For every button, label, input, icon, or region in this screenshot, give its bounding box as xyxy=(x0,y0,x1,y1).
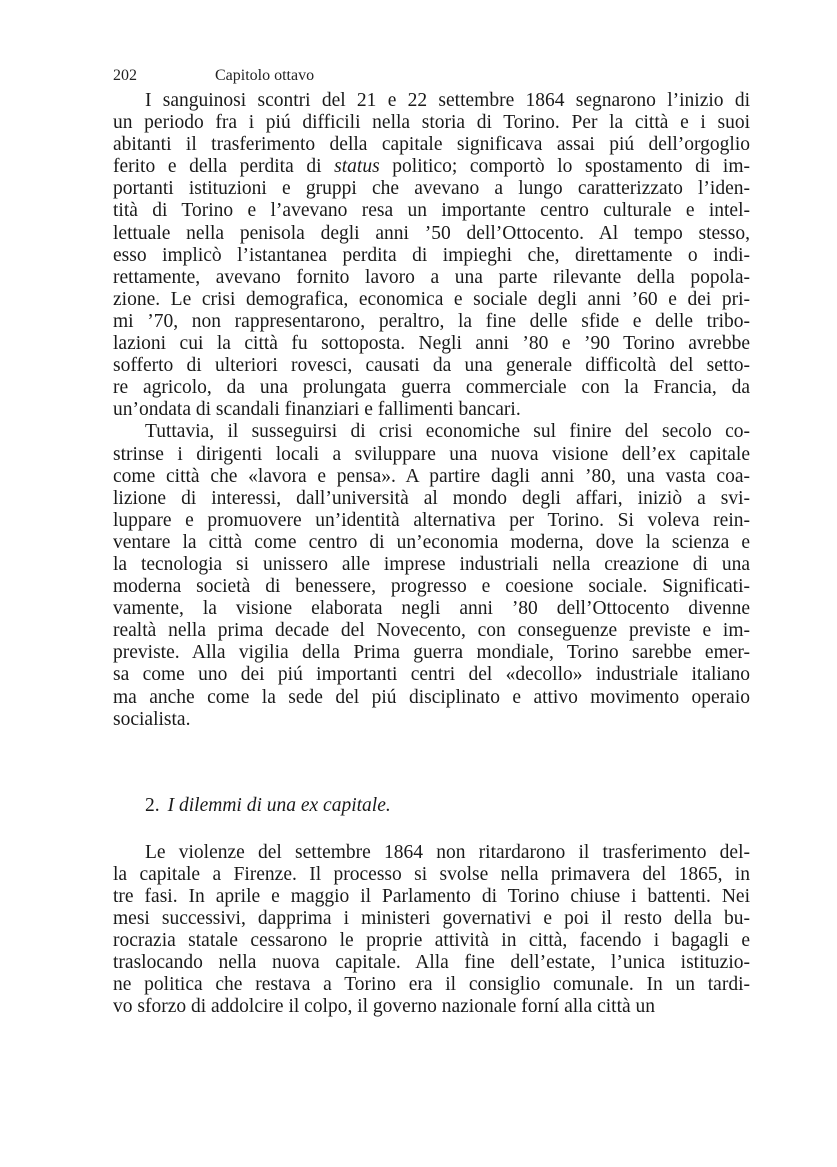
text-line: vo sforzo di addolcire il colpo, il governo nazionale forní alla città un xyxy=(113,996,656,1018)
text-line: rocrazia statale cessarono le proprie attività in città, facendo i bagagli e xyxy=(113,930,750,952)
italic-term: status xyxy=(334,156,380,178)
text-line: tità di Torino e l’avevano resa un importante centro culturale e intel- xyxy=(113,200,750,222)
text-line: rettamente, avevano fornito lavoro a una parte rilevante della popola- xyxy=(113,266,750,288)
text-line: ne politica che restava a Torino era il consiglio comunale. In un tardi- xyxy=(113,974,750,996)
text-line: socialista. xyxy=(113,708,191,730)
running-head xyxy=(113,64,750,90)
text-line: tre fasi. In aprile e maggio il Parlamento di Torino chiuse i battenti. Nei xyxy=(113,885,750,907)
text-line: un’ondata di scandali finanziari e fallimenti bancari. xyxy=(113,399,521,421)
text-line: strinse i dirigenti locali a sviluppare una nuova visione dell’ex capitale xyxy=(113,443,750,465)
book-page xyxy=(113,64,750,1018)
text-line: esso implicò l’istantanea perdita di impieghi che, direttamente o indi- xyxy=(113,244,750,266)
text-line: Le violenze del settembre 1864 non ritardarono il trasferimento del- xyxy=(145,841,750,863)
chapter-title: Capitolo ottavo xyxy=(215,67,315,84)
text-line: traslocando nella nuova capitale. Alla fine dell’estate, l’unica istituzio- xyxy=(113,952,750,974)
text-line: mesi successivi, dapprima i ministeri governativi e poi il resto della bu- xyxy=(113,908,750,929)
text-line: vamente, la visione elaborata negli anni ’80 dell’Ottocento divenne xyxy=(113,598,750,620)
text-line: ferito e della perdita di status politico; comportò lo spostamento di im- xyxy=(113,156,750,178)
text-line: ma anche come la sede del piú disciplinato e attivo movimento operaio xyxy=(113,686,750,708)
section-title: I dilemmi di una ex capitale. xyxy=(167,794,391,816)
text-line: zione. Le crisi demografica, economica e sociale degli anni ’60 e dei pri- xyxy=(113,288,750,310)
paragraph-2 xyxy=(113,421,750,730)
text-line: moderna società di benessere, progresso e coesione sociale. Significati- xyxy=(113,576,750,598)
text-line: sa come uno dei piú importanti centri del «decollo» industriale italiano xyxy=(113,664,750,686)
paragraph-1 xyxy=(113,90,750,421)
text-line: previste. Alla vigilia della Prima guerra mondiale, Torino sarebbe emer- xyxy=(113,642,750,664)
text-line: la tecnologia si unissero alle imprese industriali nella creazione di una xyxy=(113,553,750,575)
text-line: portanti istituzioni e gruppi che avevano a lungo caratterizzato l’iden- xyxy=(113,178,750,200)
section-number: 2. xyxy=(145,794,160,816)
text-line: I sanguinosi scontri del 21 e 22 settembre 1864 segnarono l’inizio di xyxy=(145,90,750,111)
text-line: la capitale a Firenze. Il processo si svolse nella primavera del 1865, in xyxy=(113,863,750,885)
section-heading xyxy=(113,794,750,818)
text-line: Tuttavia, il susseguirsi di crisi economiche sul finire del secolo co- xyxy=(145,421,750,443)
text-line: mi ’70, non rappresentarono, peraltro, la fine delle sfide e delle tribo- xyxy=(113,310,750,332)
text-line: re agricolo, da una prolungata guerra commerciale con la Francia, da xyxy=(113,377,750,399)
text-line: un periodo fra i piú difficili nella storia di Torino. Per la città e i suoi xyxy=(113,112,750,134)
heading-spacer xyxy=(113,818,750,842)
text-line: come città che «lavora e pensa». A partire dagli anni ’80, una vasta coa- xyxy=(113,465,750,487)
paragraph-3 xyxy=(113,842,750,1019)
text-line: sofferto di ulteriori rovesci, causati da una generale difficoltà del setto- xyxy=(113,355,750,377)
text-line: luppare e promuovere un’identità alternativa per Torino. Si voleva rein- xyxy=(113,509,750,531)
text-line: lettuale nella penisola degli anni ’50 dell’Ottocento. Al tempo stesso, xyxy=(113,222,750,244)
text-line: lizione di interessi, dall’università al mondo degli affari, iniziò a svi- xyxy=(113,487,750,509)
text-line: realtà nella prima decade del Novecento, con conseguenze previste e im- xyxy=(113,620,750,642)
section-spacer xyxy=(113,731,750,794)
text-line: lazioni cui la città fu sottoposta. Negli anni ’80 e ’90 Torino avrebbe xyxy=(113,333,750,355)
text-line: ventare la città come centro di un’economia moderna, dove la scienza e xyxy=(113,531,750,553)
page-number: 202 xyxy=(113,67,137,84)
text-line: abitanti il trasferimento della capitale significava assai piú dell’orgoglio xyxy=(113,134,750,156)
